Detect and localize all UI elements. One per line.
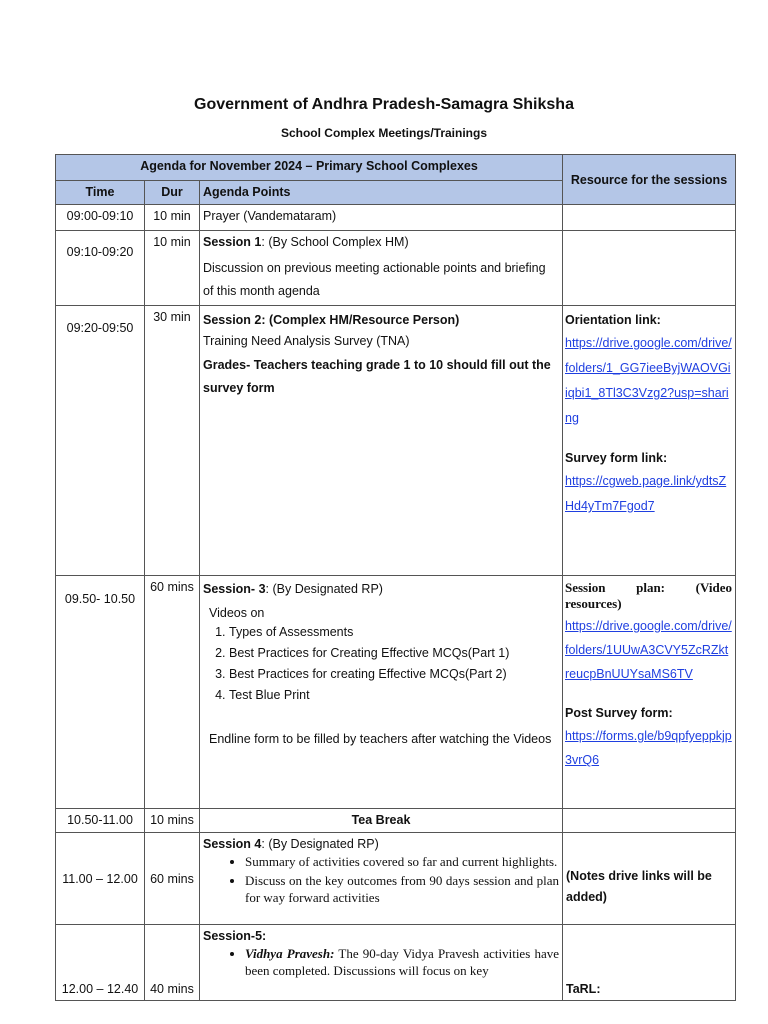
endline-note: Endline form to be filled by teachers after watching the Videos bbox=[209, 732, 552, 746]
table-row bbox=[56, 576, 736, 809]
row-duration: 10 min bbox=[145, 205, 200, 231]
row-resource bbox=[563, 306, 736, 576]
session-facilitator: : (By School Complex HM) bbox=[261, 235, 409, 249]
session-label: Session 2: (Complex HM/Resource Person) bbox=[203, 313, 460, 327]
resource-label: Survey form link: bbox=[565, 451, 668, 465]
resource-heading: Resource for the sessions bbox=[563, 155, 736, 205]
table-row bbox=[56, 231, 736, 306]
session-label: Session 4 bbox=[203, 837, 262, 851]
row-agenda-points bbox=[200, 231, 563, 306]
table-row bbox=[56, 925, 736, 1001]
resource-label: Session plan: (Video resources) bbox=[565, 580, 732, 611]
row-duration: 10 mins bbox=[145, 809, 200, 833]
row-agenda-points bbox=[200, 925, 563, 1001]
bullet-lead: Vidhya Pravesh: bbox=[245, 946, 335, 961]
agenda-heading: Agenda for November 2024 – Primary School Complexes bbox=[56, 155, 563, 181]
session-note: Grades- Teachers teaching grade 1 to 10 should fill out the survey form bbox=[203, 358, 551, 395]
row-duration: 30 min bbox=[145, 306, 200, 576]
table-header-row bbox=[56, 155, 736, 181]
post-survey-link[interactable]: https://forms.gle/b9qpfyeppkjp3vrQ6 bbox=[565, 729, 732, 767]
row-resource bbox=[563, 576, 736, 809]
row-duration: 60 mins bbox=[145, 576, 200, 809]
list-item bbox=[245, 945, 559, 979]
table-row bbox=[56, 205, 736, 231]
table-row bbox=[56, 809, 736, 833]
row-resource bbox=[563, 205, 736, 231]
list-item: 2. Best Practices for Creating Effective MCQs(Part 1) bbox=[229, 643, 559, 664]
survey-form-link[interactable]: https://cgweb.page.link/ydtsZHd4yTm7Fgod7 bbox=[565, 474, 727, 513]
resource-label: Orientation link: bbox=[565, 313, 661, 327]
document-subtitle: School Complex Meetings/Trainings bbox=[280, 126, 488, 140]
bullet-text: The 90-day Vidya Pravesh activities have been completed. Discussions will focus on key bbox=[245, 946, 559, 978]
row-agenda-points bbox=[200, 576, 563, 809]
session-facilitator: : (By Designated RP) bbox=[261, 837, 379, 851]
agenda-table bbox=[55, 154, 736, 1001]
row-time: 11.00 – 12.00 bbox=[56, 833, 145, 925]
row-time: 10.50-11.00 bbox=[56, 809, 145, 833]
row-resource bbox=[563, 809, 736, 833]
session-plan-link[interactable]: https://drive.google.com/drive/folders/1UUwA3CVY5ZcRZktreucpBnUUYsaMS6TV bbox=[565, 619, 732, 681]
session-bullets bbox=[203, 945, 559, 979]
list-item: • Discuss on the key outcomes from 90 days session and plan for way forward activities bbox=[245, 872, 559, 906]
video-list bbox=[203, 622, 559, 706]
list-item: • Summary of activities covered so far and current highlights. bbox=[245, 853, 559, 870]
row-resource: TaRL: bbox=[563, 925, 736, 1001]
row-time: 09:20-09:50 bbox=[56, 306, 145, 576]
list-item: 3. Best Practices for creating Effective MCQs(Part 2) bbox=[229, 664, 559, 685]
row-agenda-points bbox=[200, 833, 563, 925]
session-label: Session 1 bbox=[203, 235, 262, 249]
row-time: 09.50- 10.50 bbox=[56, 576, 145, 809]
row-resource: (Notes drive links will be added) bbox=[563, 833, 736, 925]
tea-break-label: Tea Break bbox=[200, 809, 563, 833]
resource-label: Post Survey form: bbox=[565, 706, 673, 720]
document-title: Government of Andhra Pradesh-Samagra Shiksha bbox=[194, 96, 574, 113]
row-time: 12.00 – 12.40 bbox=[56, 925, 145, 1001]
row-duration: 60 mins bbox=[145, 833, 200, 925]
row-time: 09:10-09:20 bbox=[56, 231, 145, 306]
orientation-link[interactable]: https://drive.google.com/drive/folders/1_GG7ieeByjWAOVGiiqbi1_8Tl3C3Vzg2?usp=sharing bbox=[565, 336, 732, 425]
col-time-heading: Time bbox=[56, 181, 145, 205]
row-agenda-points bbox=[200, 306, 563, 576]
row-agenda-points: Prayer (Vandemataram) bbox=[200, 205, 563, 231]
col-points-heading: Agenda Points bbox=[200, 181, 563, 205]
session-description: Discussion on previous meeting actionable points and briefing of this month agenda bbox=[203, 261, 546, 298]
col-dur-heading: Dur bbox=[145, 181, 200, 205]
session-facilitator: : (By Designated RP) bbox=[265, 582, 383, 596]
session-description: Training Need Analysis Survey (TNA) bbox=[203, 334, 410, 348]
row-resource bbox=[563, 231, 736, 306]
table-row bbox=[56, 306, 736, 576]
row-time: 09:00-09:10 bbox=[56, 205, 145, 231]
table-row bbox=[56, 833, 736, 925]
session-bullets bbox=[203, 853, 559, 906]
session-label: Session- 3 bbox=[203, 582, 266, 596]
row-duration: 40 mins bbox=[145, 925, 200, 1001]
row-duration: 10 min bbox=[145, 231, 200, 306]
videos-heading: Videos on bbox=[209, 606, 265, 620]
session-label: Session-5: bbox=[203, 929, 267, 943]
list-item: 1. Types of Assessments bbox=[229, 622, 559, 643]
list-item: 4. Test Blue Print bbox=[229, 685, 559, 706]
